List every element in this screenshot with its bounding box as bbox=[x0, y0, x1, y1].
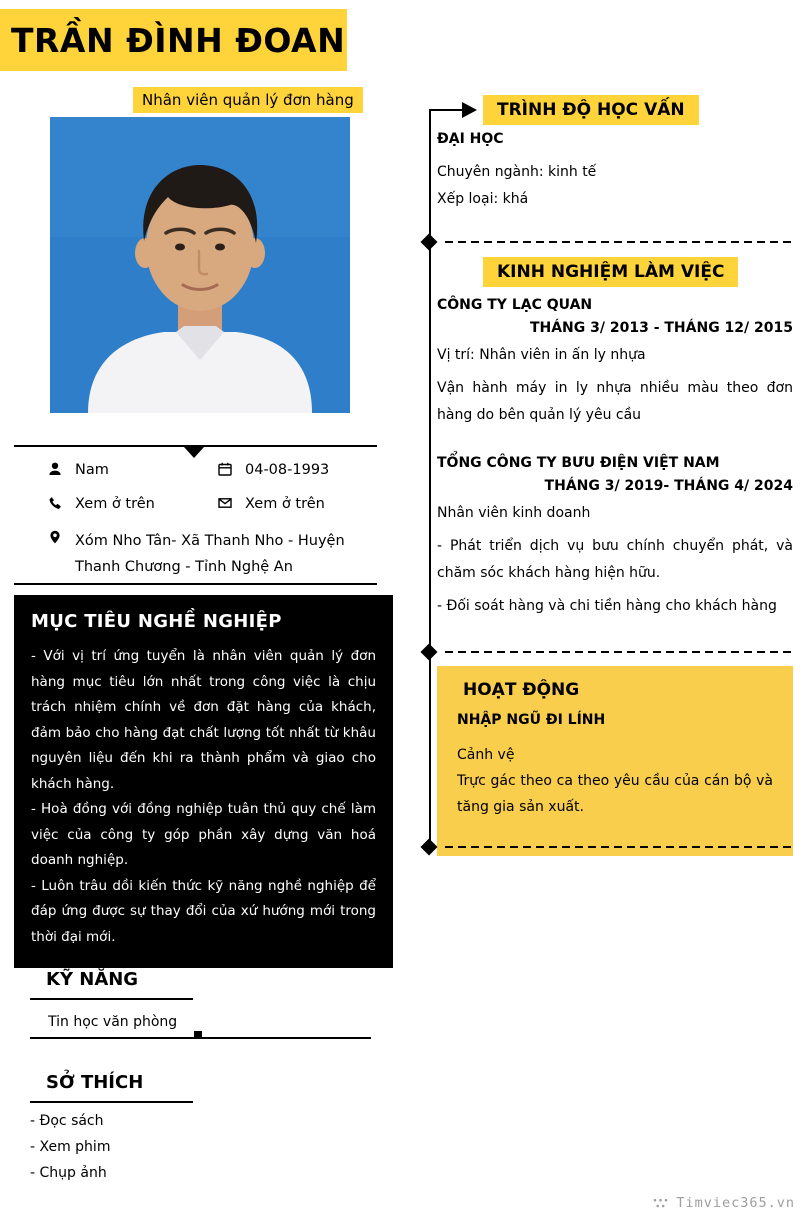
job-detail: - Đối soát hàng và chi tiền hàng cho khách hàng bbox=[437, 598, 777, 614]
education-degree: ĐẠI HỌC bbox=[437, 131, 504, 147]
divider-line bbox=[14, 583, 377, 585]
gender-value: Nam bbox=[75, 462, 109, 478]
info-email bbox=[218, 494, 325, 516]
objective-section bbox=[14, 595, 393, 968]
job-entry bbox=[437, 297, 793, 429]
envelope-icon bbox=[218, 496, 232, 516]
section-separator bbox=[423, 646, 435, 658]
hobby-item: - Xem phim bbox=[30, 1139, 111, 1155]
education-grade: Xếp loại: khá bbox=[437, 191, 529, 207]
phone-value: Xem ở trên bbox=[75, 496, 155, 512]
job-detail: Vị trí: Nhân viên in ấn ly nhựa bbox=[437, 347, 646, 363]
section-separator bbox=[423, 841, 435, 853]
watermark-text: Timviec365.vn bbox=[676, 1195, 795, 1211]
experience-section bbox=[437, 297, 793, 646]
objective-paragraph: - Luôn trâu dồi kiến thức kỹ năng nghề nghiệp để đáp ứng được sự thay đổi của xứ hướng mới trong thời đại mới. bbox=[31, 877, 376, 945]
activities-heading: HOẠT ĐỘNG bbox=[463, 680, 580, 700]
hobby-item: - Đọc sách bbox=[30, 1113, 104, 1129]
experience-heading: KINH NGHIỆM LÀM VIỆC bbox=[483, 257, 738, 287]
info-dob bbox=[218, 460, 329, 482]
info-phone bbox=[48, 494, 155, 516]
phone-icon bbox=[48, 496, 62, 516]
job-detail: Vận hành máy in ly nhựa nhiều màu theo đơn hàng do bên quản lý yêu cầu bbox=[437, 380, 793, 423]
dashed-separator bbox=[445, 241, 793, 243]
calendar-icon bbox=[218, 462, 232, 482]
watermark bbox=[653, 1195, 795, 1211]
skill-label: Tin học văn phòng bbox=[48, 1014, 178, 1030]
name-highlight bbox=[0, 9, 347, 71]
objective-paragraph: - Với vị trí ứng tuyển là nhân viên quản lý đơn hàng mục tiêu lớn nhất trong công việc là chịu trách nhiệm chính về đơn đặt hàng của khách, đảm bảo cho hàng đạt chất lượng tốt nhất từ khâu nguyên liệu đến khi ra thành phẩm và giao cho khách hàng. bbox=[31, 648, 376, 792]
location-icon bbox=[48, 530, 62, 550]
timeline-diamond-icon bbox=[421, 644, 438, 661]
activity-detail: Trực gác theo ca theo yêu cầu của cán bộ và tăng gia sản xuất. bbox=[457, 773, 773, 815]
info-address bbox=[48, 528, 366, 580]
timeline-diamond-icon bbox=[421, 234, 438, 251]
profile-photo bbox=[50, 117, 350, 413]
job-detail: - Phát triển dịch vụ bưu chính chuyển phát, và chăm sóc khách hàng hiện hữu. bbox=[437, 538, 793, 581]
timeline-line bbox=[429, 110, 431, 848]
timeline-arrow-icon bbox=[462, 102, 477, 118]
timeline-arrow-line bbox=[429, 109, 465, 111]
job-title: Nhân viên quản lý đơn hàng bbox=[133, 87, 363, 113]
job-entry bbox=[437, 455, 793, 620]
dob-value: 04-08-1993 bbox=[245, 462, 330, 478]
candidate-name: TRẦN ĐÌNH ĐOAN bbox=[11, 20, 346, 60]
education-major: Chuyên ngành: kinh tế bbox=[437, 164, 597, 180]
hobby-item: - Chụp ảnh bbox=[30, 1165, 107, 1181]
person-icon bbox=[48, 462, 62, 482]
profile-photo-image bbox=[50, 117, 350, 413]
job-detail: Nhân viên kinh doanh bbox=[437, 505, 591, 521]
skill-slider bbox=[30, 1037, 371, 1039]
hobby-list bbox=[30, 1108, 110, 1186]
job-company: TỔNG CÔNG TY BƯU ĐIỆN VIỆT NAM bbox=[437, 455, 720, 471]
objective-paragraph: - Hoà đồng với đồng nghiệp tuân thủ quy chế làm việc của công ty góp phần xây dựng văn hoá doanh nghiệp. bbox=[31, 801, 376, 868]
hobbies-heading: SỞ THÍCH bbox=[30, 1072, 193, 1103]
divider-triangle-icon bbox=[184, 447, 204, 458]
email-value: Xem ở trên bbox=[245, 496, 325, 512]
address-value: Xóm Nho Tân- Xã Thanh Nho - Huyện Thanh Chương - Tỉnh Nghệ An bbox=[75, 533, 345, 575]
watermark-logo-icon bbox=[653, 1198, 668, 1209]
education-section bbox=[437, 131, 793, 213]
job-period: THÁNG 3/ 2019- THÁNG 4/ 2024 bbox=[544, 478, 793, 494]
dashed-separator bbox=[445, 651, 793, 653]
dashed-separator bbox=[445, 846, 793, 848]
education-heading: TRÌNH ĐỘ HỌC VẤN bbox=[483, 95, 699, 125]
info-gender bbox=[48, 460, 109, 482]
section-separator bbox=[423, 236, 435, 248]
skills-heading: KỸ NĂNG bbox=[30, 969, 193, 1000]
objective-heading: MỤC TIÊU NGHỀ NGHIỆP bbox=[31, 611, 282, 632]
skill-slider-handle bbox=[194, 1031, 202, 1039]
activity-detail: Cảnh vệ bbox=[457, 747, 515, 763]
job-company: CÔNG TY LẠC QUAN bbox=[437, 297, 593, 313]
job-period: THÁNG 3/ 2013 - THÁNG 12/ 2015 bbox=[529, 320, 793, 336]
activity-title: NHẬP NGŨ ĐI LÍNH bbox=[457, 712, 606, 728]
timeline-diamond-icon bbox=[421, 839, 438, 856]
activities-section bbox=[437, 666, 793, 856]
